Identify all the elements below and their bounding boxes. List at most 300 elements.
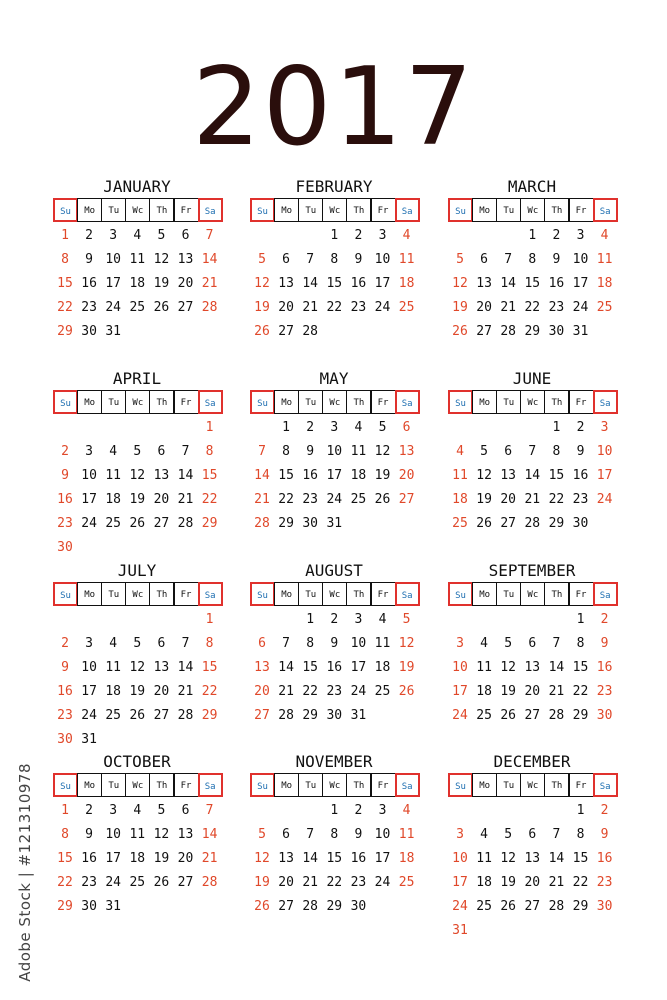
day-cell: 16 xyxy=(81,851,97,866)
month-name: FEBRUARY xyxy=(295,177,373,196)
weekday-label: Fr xyxy=(371,390,396,414)
day-cell: 1 xyxy=(61,228,69,243)
weekday-header xyxy=(250,582,418,606)
day-cell: 20 xyxy=(153,684,170,699)
day-cell: 17 xyxy=(81,492,97,507)
day-cell: 8 xyxy=(61,827,69,842)
day-cell: 13 xyxy=(500,468,517,483)
day-cell: 28 xyxy=(524,516,541,531)
stock-id-text: Adobe Stock | #121310978 xyxy=(16,763,34,982)
day-cell: 19 xyxy=(254,875,270,890)
day-cell: 25 xyxy=(452,516,468,531)
day-cell: 15 xyxy=(57,851,73,866)
weekday-label: Th xyxy=(149,773,174,797)
weekday-label: Th xyxy=(346,582,371,606)
day-cell: 27 xyxy=(278,899,294,914)
weekday-label: Sa xyxy=(395,198,420,222)
day-cell: 21 xyxy=(177,684,194,699)
day-cell: 26 xyxy=(476,516,492,531)
weekday-label: Mo xyxy=(274,582,299,606)
day-cell: 8 xyxy=(282,444,290,459)
day-cell: 11 xyxy=(452,468,468,483)
month-april xyxy=(53,368,221,555)
day-cell: 27 xyxy=(500,516,517,531)
day-cell: 1 xyxy=(552,420,561,435)
month-name: JULY xyxy=(117,561,157,580)
day-cell: 11 xyxy=(129,827,146,842)
day-cell: 24 xyxy=(452,899,468,914)
weekday-header xyxy=(448,198,616,222)
day-cell: 5 xyxy=(133,444,142,459)
day-cell: 28 xyxy=(548,708,565,723)
day-cell: 7 xyxy=(528,444,537,459)
day-cell: 29 xyxy=(278,516,294,531)
day-cell: 29 xyxy=(572,708,589,723)
day-cell: 31 xyxy=(350,708,367,723)
day-cell: 17 xyxy=(105,276,122,291)
day-cell: 16 xyxy=(57,492,73,507)
day-cell: 25 xyxy=(398,300,415,315)
day-cell: 23 xyxy=(326,684,343,699)
day-cell: 3 xyxy=(85,444,93,459)
day-cell: 22 xyxy=(302,684,319,699)
day-cell: 9 xyxy=(85,252,93,267)
day-cell: 11 xyxy=(596,252,613,267)
day-cell: 13 xyxy=(524,851,541,866)
weekday-label: Fr xyxy=(174,582,199,606)
day-cell: 18 xyxy=(129,851,146,866)
day-cell: 28 xyxy=(177,708,194,723)
day-cell: 26 xyxy=(500,708,517,723)
day-cell: 21 xyxy=(278,684,294,699)
weekday-label: Th xyxy=(544,773,569,797)
day-cell: 18 xyxy=(105,492,122,507)
weekday-label: Th xyxy=(346,390,371,414)
weekday-label: Tu xyxy=(496,773,521,797)
day-cell: 22 xyxy=(326,300,343,315)
day-cell: 5 xyxy=(133,636,142,651)
day-cell: 18 xyxy=(476,684,492,699)
weekday-header xyxy=(53,390,221,414)
day-cell: 26 xyxy=(254,324,270,339)
day-cell: 6 xyxy=(402,420,411,435)
day-cell: 3 xyxy=(354,612,363,627)
day-cell: 6 xyxy=(157,444,166,459)
day-cell: 29 xyxy=(302,708,319,723)
day-cell: 1 xyxy=(576,803,585,818)
weekday-label: Fr xyxy=(569,773,594,797)
weekday-label: Th xyxy=(346,773,371,797)
day-cell: 16 xyxy=(350,851,367,866)
day-cell: 20 xyxy=(476,300,492,315)
day-cell: 30 xyxy=(326,708,343,723)
day-cell: 31 xyxy=(326,516,343,531)
day-cell: 18 xyxy=(476,875,492,890)
day-cell: 5 xyxy=(504,827,513,842)
day-cell: 5 xyxy=(378,420,387,435)
day-cell: 17 xyxy=(350,660,367,675)
day-cell: 14 xyxy=(201,252,218,267)
day-cell: 1 xyxy=(306,612,315,627)
day-cell: 7 xyxy=(552,636,561,651)
weekday-label: Th xyxy=(149,198,174,222)
day-cell: 12 xyxy=(476,468,492,483)
weekday-label: Sa xyxy=(198,198,223,222)
day-cell: 30 xyxy=(596,708,613,723)
day-cell: 5 xyxy=(157,803,166,818)
weekday-header xyxy=(250,390,418,414)
day-cell: 24 xyxy=(452,708,468,723)
weekday-label: Fr xyxy=(174,198,199,222)
day-cell: 21 xyxy=(254,492,270,507)
day-cell: 20 xyxy=(524,684,541,699)
day-cell: 2 xyxy=(552,228,561,243)
day-cell: 15 xyxy=(57,276,73,291)
day-cell: 20 xyxy=(177,276,194,291)
day-cell: 1 xyxy=(205,612,214,627)
weekday-label: Fr xyxy=(569,198,594,222)
day-cell: 19 xyxy=(398,660,415,675)
day-cell: 16 xyxy=(572,468,589,483)
day-cell: 25 xyxy=(129,300,146,315)
day-cell: 3 xyxy=(109,228,118,243)
day-cell: 16 xyxy=(326,660,343,675)
day-cell: 1 xyxy=(61,803,69,818)
day-cell: 29 xyxy=(548,516,565,531)
day-cell: 14 xyxy=(524,468,541,483)
day-cell: 20 xyxy=(500,492,517,507)
day-cell: 25 xyxy=(105,516,122,531)
month-name: DECEMBER xyxy=(493,752,571,771)
weekday-label: Fr xyxy=(174,390,199,414)
weekday-label: Su xyxy=(448,582,473,606)
weekday-label: Sa xyxy=(198,773,223,797)
day-cell: 20 xyxy=(177,851,194,866)
weekday-label: Wc xyxy=(520,773,545,797)
day-cell: 31 xyxy=(452,923,468,938)
month-name: NOVEMBER xyxy=(295,752,373,771)
day-cell: 7 xyxy=(205,228,214,243)
day-cell: 16 xyxy=(57,684,73,699)
day-cell: 4 xyxy=(378,612,387,627)
day-cell: 21 xyxy=(500,300,517,315)
day-cell: 2 xyxy=(306,420,315,435)
day-cell: 26 xyxy=(500,899,517,914)
day-cell: 9 xyxy=(600,827,609,842)
weekday-label: Wc xyxy=(125,390,150,414)
day-cell: 31 xyxy=(572,324,589,339)
weekday-label: Fr xyxy=(569,390,594,414)
day-cell: 3 xyxy=(600,420,609,435)
day-cell: 16 xyxy=(596,660,613,675)
day-cell: 14 xyxy=(201,827,218,842)
day-cell: 2 xyxy=(330,612,339,627)
day-cell: 1 xyxy=(330,803,339,818)
weekday-label: Fr xyxy=(569,582,594,606)
day-cell: 4 xyxy=(480,636,488,651)
month-may xyxy=(250,368,418,531)
day-cell: 26 xyxy=(129,516,146,531)
day-cell: 29 xyxy=(201,708,218,723)
day-cell: 12 xyxy=(129,660,146,675)
day-cell: 14 xyxy=(177,468,194,483)
day-cell: 8 xyxy=(576,636,585,651)
day-cell: 12 xyxy=(254,851,270,866)
day-cell: 27 xyxy=(524,708,541,723)
day-cell: 7 xyxy=(282,636,290,651)
day-cell: 19 xyxy=(500,875,517,890)
day-cell: 4 xyxy=(354,420,363,435)
weekday-label: Sa xyxy=(395,773,420,797)
weekday-label: Su xyxy=(448,773,473,797)
day-cell: 7 xyxy=(181,444,190,459)
day-cell: 5 xyxy=(504,636,513,651)
day-cell: 25 xyxy=(374,684,391,699)
day-cell: 12 xyxy=(153,827,170,842)
day-cell: 14 xyxy=(302,276,319,291)
day-cell: 23 xyxy=(57,708,73,723)
month-june xyxy=(448,368,616,531)
day-cell: 9 xyxy=(330,636,339,651)
weekday-label: Mo xyxy=(274,198,299,222)
day-cell: 2 xyxy=(85,803,93,818)
day-cell: 18 xyxy=(374,660,391,675)
day-cell: 16 xyxy=(350,276,367,291)
month-december xyxy=(448,751,616,938)
day-cell: 24 xyxy=(81,708,97,723)
day-cell: 3 xyxy=(576,228,585,243)
day-cell: 8 xyxy=(61,252,69,267)
day-cell: 31 xyxy=(105,324,122,339)
weekday-label: Mo xyxy=(472,773,497,797)
weekday-label: Su xyxy=(53,198,78,222)
day-cell: 29 xyxy=(572,899,589,914)
day-cell: 9 xyxy=(61,660,69,675)
weekday-label: Th xyxy=(149,390,174,414)
weekday-header xyxy=(53,773,221,797)
day-cell: 27 xyxy=(278,324,294,339)
weekday-label: Su xyxy=(448,390,473,414)
day-cell: 17 xyxy=(374,851,391,866)
weekday-label: Mo xyxy=(472,582,497,606)
day-cell: 3 xyxy=(378,803,387,818)
day-cell: 4 xyxy=(109,636,118,651)
day-cell: 13 xyxy=(476,276,492,291)
day-cell: 30 xyxy=(548,324,565,339)
month-name: AUGUST xyxy=(305,561,363,580)
day-cell: 7 xyxy=(258,444,266,459)
day-cell: 4 xyxy=(133,228,142,243)
weekday-header xyxy=(448,582,616,606)
day-cell: 10 xyxy=(452,660,468,675)
weekday-label: Th xyxy=(544,582,569,606)
day-cell: 17 xyxy=(81,684,97,699)
weekday-header xyxy=(250,198,418,222)
day-cell: 18 xyxy=(350,468,367,483)
day-cell: 14 xyxy=(278,660,294,675)
weekday-label: Sa xyxy=(198,582,223,606)
day-cell: 23 xyxy=(350,300,367,315)
day-cell: 9 xyxy=(600,636,609,651)
day-cell: 5 xyxy=(456,252,464,267)
day-cell: 20 xyxy=(278,875,294,890)
day-cell: 19 xyxy=(153,851,170,866)
day-cell: 19 xyxy=(153,276,170,291)
day-cell: 24 xyxy=(105,300,122,315)
day-cell: 19 xyxy=(500,684,517,699)
day-cell: 16 xyxy=(302,468,319,483)
weekday-label: Su xyxy=(250,582,275,606)
day-cell: 12 xyxy=(500,660,517,675)
weekday-label: Fr xyxy=(371,198,396,222)
weekday-label: Sa xyxy=(395,390,420,414)
day-cell: 29 xyxy=(57,899,73,914)
month-name: MAY xyxy=(319,369,349,388)
weekday-label: Fr xyxy=(174,773,199,797)
day-cell: 12 xyxy=(374,444,391,459)
day-cell: 17 xyxy=(326,468,343,483)
day-cell: 6 xyxy=(157,636,166,651)
day-cell: 13 xyxy=(177,827,194,842)
day-cell: 21 xyxy=(548,684,565,699)
weekday-label: Su xyxy=(250,390,275,414)
month-september xyxy=(448,560,616,723)
day-cell: 23 xyxy=(57,516,73,531)
day-cell: 6 xyxy=(282,827,290,842)
month-name: MARCH xyxy=(507,177,557,196)
day-cell: 21 xyxy=(524,492,541,507)
day-cell: 14 xyxy=(302,851,319,866)
day-cell: 4 xyxy=(456,444,464,459)
day-cell: 22 xyxy=(326,875,343,890)
day-cell: 30 xyxy=(572,516,589,531)
day-cell: 22 xyxy=(278,492,294,507)
day-cell: 27 xyxy=(153,516,170,531)
month-july xyxy=(53,560,221,747)
day-cell: 11 xyxy=(476,851,492,866)
day-cell: 15 xyxy=(302,660,319,675)
day-cell: 7 xyxy=(181,636,190,651)
day-cell: 13 xyxy=(254,660,270,675)
weekday-label: Sa xyxy=(593,582,618,606)
weekday-label: Tu xyxy=(101,198,126,222)
day-cell: 19 xyxy=(476,492,492,507)
month-name: SEPTEMBER xyxy=(488,561,576,580)
day-cell: 12 xyxy=(452,276,468,291)
day-cell: 8 xyxy=(576,827,585,842)
day-cell: 14 xyxy=(254,468,270,483)
weekday-label: Su xyxy=(53,390,78,414)
day-cell: 1 xyxy=(576,612,585,627)
weekday-label: Sa xyxy=(593,390,618,414)
day-cell: 30 xyxy=(350,899,367,914)
day-cell: 9 xyxy=(85,827,93,842)
day-cell: 15 xyxy=(201,660,218,675)
day-cell: 26 xyxy=(452,324,468,339)
day-cell: 17 xyxy=(374,276,391,291)
day-cell: 7 xyxy=(552,827,561,842)
day-cell: 14 xyxy=(500,276,517,291)
day-cell: 25 xyxy=(398,875,415,890)
day-cell: 19 xyxy=(254,300,270,315)
day-cell: 11 xyxy=(398,252,415,267)
weekday-label: Mo xyxy=(77,390,102,414)
day-cell: 9 xyxy=(61,468,69,483)
weekday-label: Tu xyxy=(101,582,126,606)
day-cell: 10 xyxy=(596,444,613,459)
day-cell: 29 xyxy=(57,324,73,339)
day-cell: 4 xyxy=(109,444,118,459)
day-cell: 9 xyxy=(354,252,363,267)
day-cell: 9 xyxy=(576,444,585,459)
day-cell: 2 xyxy=(61,444,69,459)
day-cell: 11 xyxy=(398,827,415,842)
day-cell: 15 xyxy=(326,851,343,866)
year-title: 2017 xyxy=(192,45,475,170)
day-cell: 11 xyxy=(350,444,367,459)
day-cell: 28 xyxy=(302,899,319,914)
weekday-label: Th xyxy=(149,582,174,606)
month-january xyxy=(53,176,221,339)
day-cell: 23 xyxy=(81,300,97,315)
day-cell: 6 xyxy=(282,252,290,267)
day-cell: 31 xyxy=(105,899,122,914)
day-cell: 3 xyxy=(456,636,464,651)
day-cell: 8 xyxy=(528,252,537,267)
day-cell: 25 xyxy=(105,708,122,723)
weekday-label: Sa xyxy=(593,773,618,797)
day-cell: 15 xyxy=(326,276,343,291)
day-cell: 10 xyxy=(452,851,468,866)
weekday-header xyxy=(53,198,221,222)
day-cell: 8 xyxy=(330,252,339,267)
day-cell: 16 xyxy=(81,276,97,291)
day-cell: 9 xyxy=(552,252,561,267)
day-cell: 12 xyxy=(398,636,415,651)
month-august xyxy=(250,560,418,723)
day-cell: 28 xyxy=(254,516,270,531)
day-cell: 24 xyxy=(350,684,367,699)
day-cell: 5 xyxy=(258,827,266,842)
day-cell: 25 xyxy=(596,300,613,315)
weekday-label: Wc xyxy=(520,198,545,222)
day-cell: 13 xyxy=(278,276,294,291)
day-cell: 5 xyxy=(258,252,266,267)
month-october xyxy=(53,751,221,914)
day-cell: 26 xyxy=(153,875,170,890)
day-cell: 26 xyxy=(129,708,146,723)
day-cell: 30 xyxy=(57,540,73,555)
day-cell: 24 xyxy=(81,516,97,531)
day-cell: 9 xyxy=(306,444,315,459)
day-cell: 13 xyxy=(524,660,541,675)
weekday-label: Sa xyxy=(593,198,618,222)
day-cell: 16 xyxy=(596,851,613,866)
weekday-label: Tu xyxy=(496,390,521,414)
month-march xyxy=(448,176,616,339)
day-cell: 22 xyxy=(524,300,541,315)
day-cell: 16 xyxy=(548,276,565,291)
day-cell: 15 xyxy=(548,468,565,483)
month-name: JANUARY xyxy=(103,177,171,196)
day-cell: 4 xyxy=(402,228,411,243)
weekday-header xyxy=(53,582,221,606)
day-cell: 6 xyxy=(258,636,266,651)
day-cell: 15 xyxy=(278,468,294,483)
day-cell: 17 xyxy=(452,684,468,699)
day-cell: 30 xyxy=(302,516,319,531)
day-cell: 5 xyxy=(402,612,411,627)
